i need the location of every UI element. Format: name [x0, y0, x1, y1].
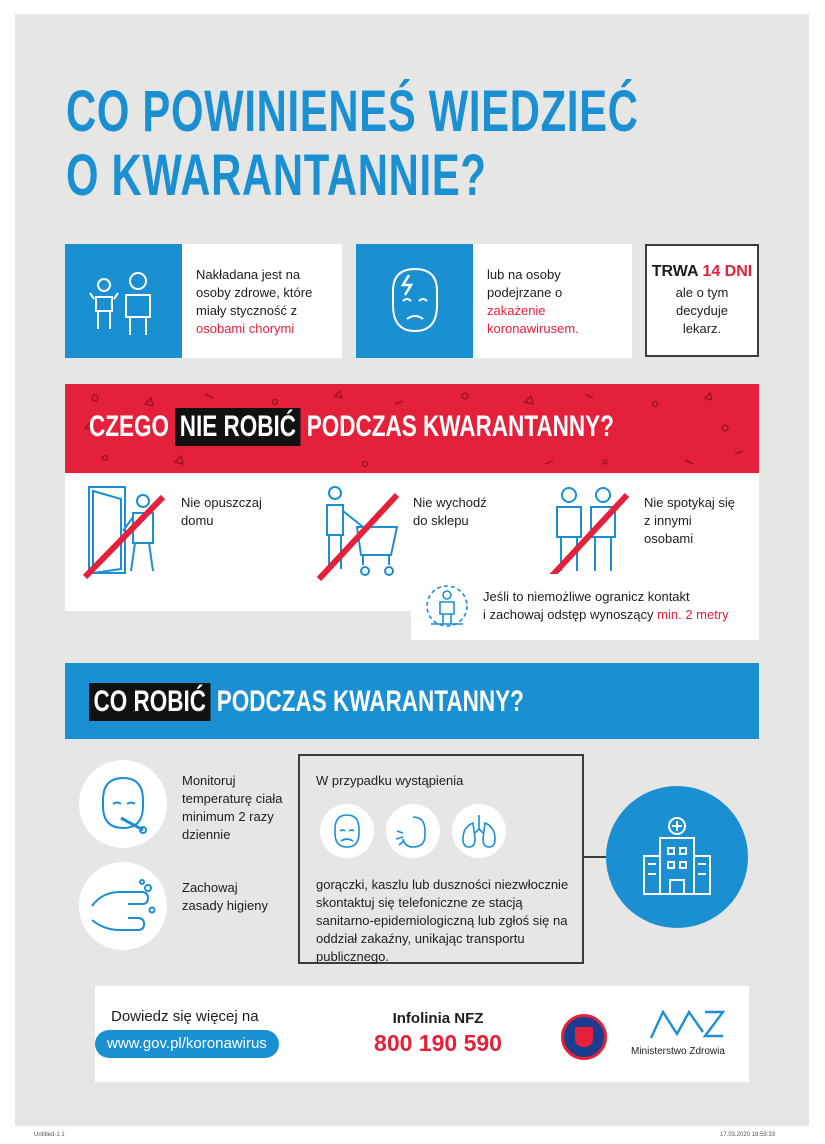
learn-more-text: Dowiedz się więcej na: [111, 1008, 259, 1025]
sick-face-icon: [356, 244, 473, 358]
dont-title-pre: CZEGO: [89, 410, 176, 443]
info-card-healthy-plain: Nakładana jest na osoby zdrowe, które miały styczność z: [196, 267, 313, 318]
do-title-post: PODCZAS KWARANTANNY?: [210, 685, 524, 718]
page-title: [66, 79, 639, 208]
distance-line-2-plain: i zachowaj odstęp wynoszący: [483, 607, 658, 622]
quarantine-people-icon: [65, 244, 182, 358]
distance-value: min. 2 metry: [657, 607, 729, 622]
shopping-cart-icon: [313, 483, 409, 581]
connector-line: [584, 856, 606, 858]
ministry-name: Ministerstwo Zdrowia: [631, 1046, 725, 1057]
print-mark-left: Untitled-1 1: [34, 1132, 65, 1138]
ministry-logo-icon: [649, 1006, 729, 1042]
temperature-text: Monitoruj temperaturę ciała minimum 2 razy dziennie: [182, 773, 283, 842]
dont-title-highlight: NIE ROBIĆ: [175, 408, 300, 446]
symptoms-title: W przypadku wystąpienia: [316, 773, 464, 788]
info-card-healthy-text: [196, 266, 336, 338]
poster: [15, 14, 809, 1126]
hygiene-text: Zachowaj zasady higieny: [182, 880, 268, 913]
sanitary-inspection-logo: [561, 1014, 607, 1060]
distance-note: [411, 574, 759, 640]
duration-title: [647, 262, 757, 282]
do-banner-title: [89, 683, 524, 721]
cough-icon: [386, 804, 440, 858]
distance-text: [483, 588, 753, 624]
dont-item-leave-home: Nie opuszczaj domu: [181, 495, 262, 528]
distance-line-1: Jeśli to niemożliwe ogranicz kontakt: [483, 589, 690, 604]
distance-line-2: [483, 606, 753, 624]
info-card-healthy-highlight: osobami chorymi: [196, 321, 295, 336]
symptoms-box: [298, 754, 584, 964]
dont-banner-title: [89, 408, 614, 446]
fever-icon: [320, 804, 374, 858]
gov-url-link[interactable]: www.gov.pl/koronawirus: [95, 1030, 279, 1058]
infoline-label: Infolinia NFZ: [392, 1010, 484, 1027]
duration-days: 14 DNI: [702, 263, 753, 280]
hand-washing-icon: [79, 862, 167, 950]
seal-emblem: [575, 1027, 593, 1047]
distance-person-icon: [425, 584, 469, 630]
dont-item-shop: Nie wychodź do sklepu: [413, 495, 487, 528]
lungs-icon: [452, 804, 506, 858]
title-line-2: O KWARANTANNIE?: [66, 143, 487, 208]
door-exit-icon: [83, 481, 167, 581]
duration-prefix: TRWA: [651, 263, 703, 280]
info-card-suspected-highlight: zakażenie koronawirusem.: [487, 303, 579, 336]
duration-box: [645, 244, 759, 357]
infoline-number[interactable]: 800 190 590: [374, 1030, 502, 1056]
dont-banner: [65, 384, 759, 473]
dont-item-meet: Nie spotykaj się z innymi osobami: [644, 495, 736, 546]
print-mark-right: 17.03.2020 18:59:33: [720, 1132, 776, 1138]
hospital-icon: [606, 786, 748, 928]
symptoms-text: gorączki, kaszlu lub duszności niezwłocznie skontaktuj się telefoniczne ze stacją sanitarno-epidemiologiczną lub zgłoś się na oddział zakaźny, unikając transportu publicznego.: [316, 877, 569, 964]
thermometer-face-icon: [79, 760, 167, 848]
do-title-highlight: CO ROBIĆ: [89, 683, 211, 721]
title-line-1: CO POWINIENEŚ WIEDZIEĆ: [66, 79, 639, 144]
two-people-icon: [541, 483, 631, 581]
dont-title-post: PODCZAS KWARANTANNY?: [300, 410, 614, 443]
duration-note: ale o tym decyduje lekarz.: [675, 285, 729, 336]
info-card-suspected-text: [487, 266, 617, 338]
info-card-suspected-plain: lub na osoby podejrzane o: [487, 267, 563, 300]
footer: [95, 986, 749, 1082]
info-card-healthy: [182, 244, 342, 358]
do-banner: [65, 663, 759, 739]
info-card-suspected: [473, 244, 632, 358]
